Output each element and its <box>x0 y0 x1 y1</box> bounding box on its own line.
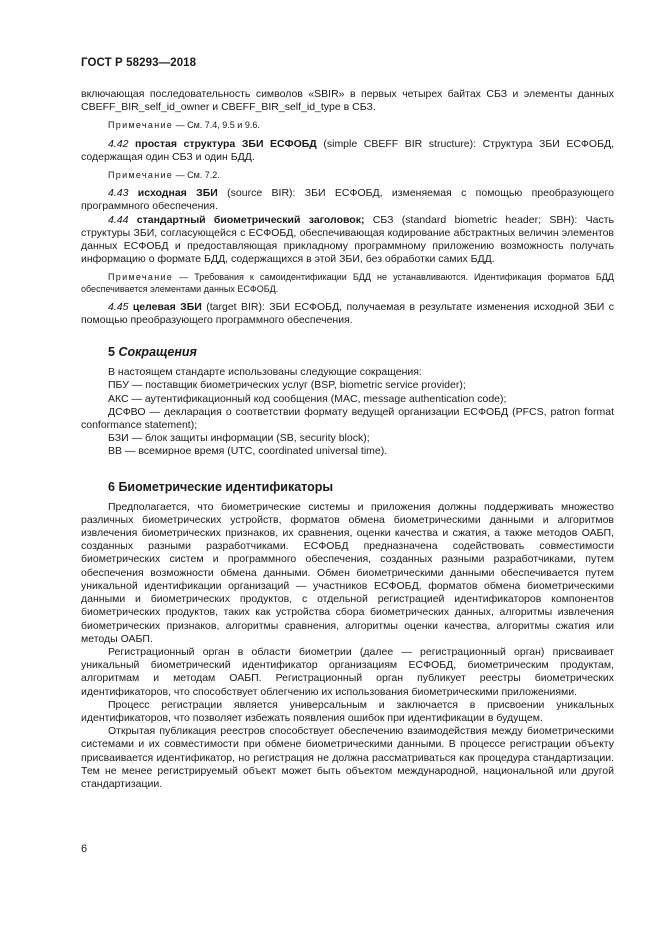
abbreviations-intro: В настоящем стандарте использованы следующие сокращения: <box>108 366 422 379</box>
definition-text: (target BIR): ЗБИ ЕСФОБД, получаемая в результате изменения исходной ЗБИ с помощью преобразующего программного обеспечения. <box>81 300 614 327</box>
definition-term: исходная ЗБИ <box>137 187 218 200</box>
definition-number: 4.44 <box>108 213 129 226</box>
definition-text: СБЗ (standard biometric header; SBH): Часть структуры ЗБИ, согласующейся с ЕСФОБД, обеспечивающая кодирование абстрактных величин элементов данных ЕСФОБД и предоставляющая прикладному программному приложению возможность получать информацию о формате БДД, содержащихся в этой ЗБИ, без обработки самих БДД. <box>81 213 615 266</box>
section-number: 6 <box>108 479 115 494</box>
body-paragraph: Регистрационный орган в области биометрии (далее — регистрационный орган) присваивает уникальный биометрический идентификатор организациям ЕСФОБД, биометрическим продуктам, алгоритмам и методам ОАБП. Регистрационный орган публикует реестры биометрических идентификаторов, что способствует облегчению их использования биометрическими приложениями. <box>81 645 614 698</box>
note-text: — Требования к самоидентификации БДД не устанавливаются. Идентификация форматов БДД обеспечивается элементами данных ЕСФОБД. <box>81 272 614 294</box>
document-body <box>81 88 614 791</box>
definition-4-45 <box>81 301 614 327</box>
section-title: Биометрические идентификаторы <box>118 479 334 494</box>
standard-header: ГОСТ Р 58293—2018 <box>81 57 197 69</box>
definition-4-44 <box>81 214 614 267</box>
definition-number: 4.42 <box>108 137 129 150</box>
abbreviation-item: АКС — аутентификационный код сообщения (MAC, message authentication code); <box>108 392 507 405</box>
definition-text: (simple CBEFF BIR structure): Структура ЗБИ ЕСФОБД, содержащая один СБЗ и один БДД. <box>81 137 614 163</box>
definition-text: (source BIR): ЗБИ ЕСФОБД, изменяемая с помощью преобразующего программного обеспечения. <box>81 187 615 213</box>
definition-term: целевая ЗБИ <box>132 300 202 313</box>
note-1 <box>81 120 614 131</box>
note-3 <box>81 272 614 294</box>
note-label: Примечание <box>108 272 174 283</box>
body-paragraph: Открытая публикация реестров способствует обеспечению взаимодействия между биометрическими системами и их совместимости при обмене биометрическими данными. В процессе регистрации объекту присваивается идентификатор, но регистрация не должна рассматриваться как процедура стандартизации. Тем не менее регистрируемый объект может быть объектом международной, национальной или другой стандартизации. <box>81 725 614 790</box>
note-text: — См. 7.2. <box>173 170 220 181</box>
section-5-heading <box>108 345 614 360</box>
section-number: 5 <box>108 345 115 360</box>
abbreviation-item: ПБУ — поставщик биометрических услуг (BSP, biometric service provider); <box>108 379 466 392</box>
note-text: — См. 7.4, 9.5 и 9.6. <box>173 120 260 131</box>
section-title: Сокращения <box>118 345 197 360</box>
definition-4-43 <box>81 187 614 213</box>
definition-number: 4.45 <box>108 300 129 313</box>
page-number: 6 <box>81 843 88 855</box>
section-6-heading <box>108 480 614 495</box>
note-label: Примечание <box>108 120 174 131</box>
definition-term: стандартный биометрический заголовок; <box>136 213 365 226</box>
abbreviation-item: ДСФВО — декларация о соответствии формату ведущей организации ЕСФОБД (PFCS, patron format conformance statement); <box>81 405 614 432</box>
body-paragraph: Процесс регистрации является универсальным и заключается в присвоении уникальных идентификаторов, что позволяет избежать появления ошибок при идентификации в будущем. <box>81 698 614 724</box>
abbreviation-item: БЗИ — блок защиты информации (SB, security block); <box>108 432 370 445</box>
body-paragraph: Предполагается, что биометрические системы и приложения должны поддерживать множество различных биометрических устройств, форматов обмена биометрическими данными и алгоритмов извлечения биометрических признаков, их сравнения, оценки качества и сжатия, а также методов ОАБП, созданных разными разработчиками. ЕСФОБД предназначена содействовать совместимости биометрических систем и программного обеспечения, созданных разными разработчиками, путем обеспечения возможности обмена данными. Обмен биометрическими данными обеспечивается путем уникальной идентификации организаций — участников ЕСФОБД, форматов обмена биометрическими данными и биометрических продуктов, с отдельной регистрацией идентификаторов компонентов биометрических продуктов, таких как устройства сбора биометрических данных, алгоритмы извлечения биометрических признаков, алгоритмы сравнения, алгоритмы оценки качества, алгоритмы сжатия или методы ОАБП. <box>81 500 614 645</box>
note-label: Примечание <box>108 170 174 181</box>
abbreviation-item: ВВ — всемирное время (UTC, coordinated universal time). <box>108 445 388 458</box>
definition-4-42 <box>81 138 614 164</box>
continuation-paragraph: включающая последовательность символов «SBIR» в первых четырех байтах СБЗ и элементы данных CBEFF_BIR_self_id_owner и CBEFF_BIR_self_id_type в СБЗ. <box>81 88 614 114</box>
definition-number: 4.43 <box>108 187 129 200</box>
definition-term: простая структура ЗБИ ЕСФОБД <box>135 137 317 150</box>
note-2 <box>81 170 614 181</box>
